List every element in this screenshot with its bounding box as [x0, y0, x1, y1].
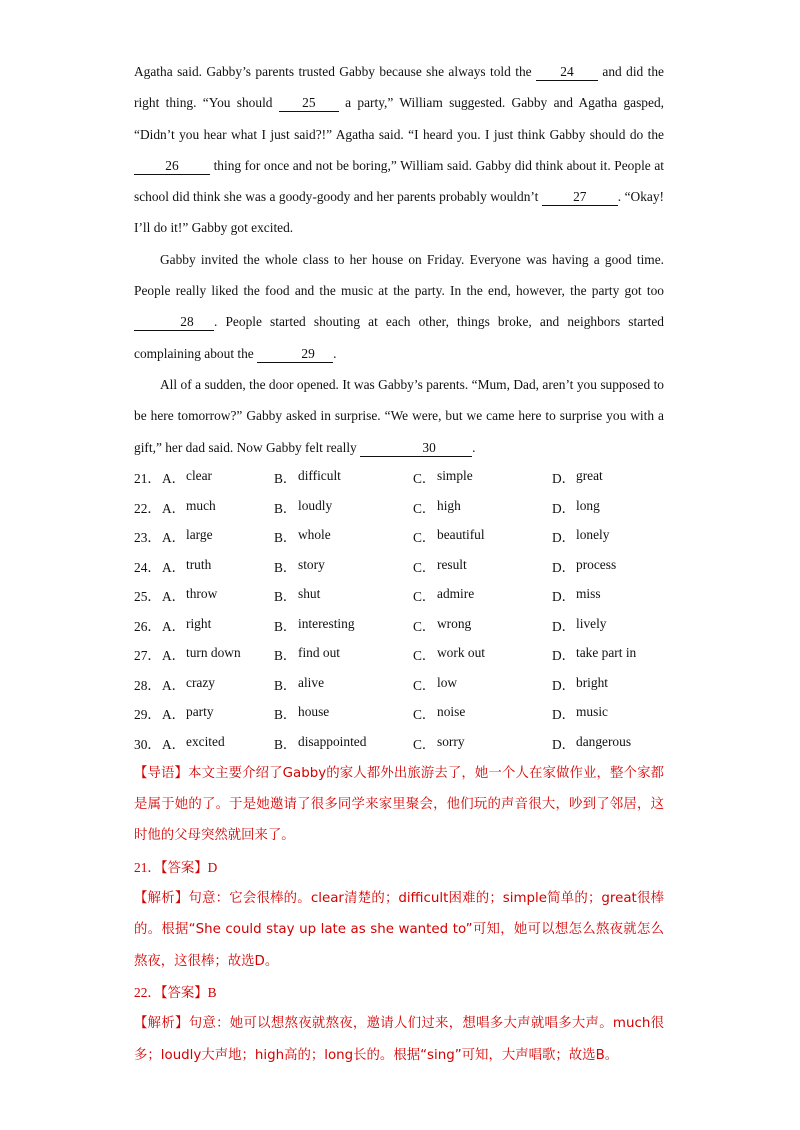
- option-b: [274, 557, 413, 576]
- option-letter: A．: [162, 618, 186, 634]
- blank-30: 30: [360, 440, 472, 457]
- option-letter: A．: [162, 677, 186, 693]
- option-letter: B．: [274, 559, 297, 575]
- option-c: [413, 527, 552, 546]
- passage-text: Agatha said. Gabby’s parents trusted Gabby because she always told the: [134, 64, 532, 79]
- option-text: crazy: [186, 674, 215, 690]
- option-b: [274, 704, 413, 723]
- option-text: whole: [298, 527, 331, 543]
- option-letter: A．: [162, 736, 186, 752]
- option-row: [134, 492, 664, 522]
- option-text: noise: [437, 704, 466, 720]
- option-row: [134, 551, 664, 581]
- option-a: [162, 498, 274, 517]
- option-letter: D．: [552, 589, 576, 605]
- option-text: right: [186, 615, 212, 631]
- option-letter: C．: [413, 707, 436, 723]
- guide-text: 【导语】本文主要介绍了Gabby的家人都外出旅游去了，她一个人在家做作业，整个家都是属于她的了。于是她邀请了很多同学来家里聚会，他们玩的声音很大，吵到了邻居，这时他的父母突然就回来了。: [134, 765, 664, 844]
- option-d: [552, 675, 662, 694]
- option-letter: D．: [552, 500, 576, 516]
- question-number: 26．: [134, 618, 161, 634]
- passage-text: thing for once and not be boring,” William said. Gabby did think about it. People at school did think she was a goody-goody and her parents probably wouldn’t: [134, 157, 664, 205]
- option-text: shut: [298, 586, 321, 602]
- option-text: alive: [298, 674, 325, 690]
- option-c: [413, 498, 552, 517]
- option-text: miss: [576, 586, 601, 602]
- answer-21: 21．【答案】D: [134, 859, 218, 875]
- option-text: great: [576, 468, 603, 484]
- option-letter: D．: [552, 707, 576, 723]
- option-text: find out: [298, 645, 341, 661]
- question-number: 29．: [134, 707, 161, 723]
- option-row: [134, 640, 664, 670]
- option-letter: B．: [274, 471, 297, 487]
- option-row: [134, 463, 664, 493]
- blank-26: 26: [134, 158, 210, 175]
- option-a: [162, 734, 274, 753]
- option-c: [413, 675, 552, 694]
- option-c: [413, 734, 552, 753]
- option-letter: C．: [413, 648, 436, 664]
- option-letter: B．: [274, 648, 297, 664]
- option-c: [413, 616, 552, 635]
- option-text: much: [186, 497, 216, 513]
- option-text: house: [298, 704, 330, 720]
- question-number: 27．: [134, 648, 161, 664]
- passage-text: . People started shouting at each other, things broke, and neighbors started complaining about the: [134, 314, 664, 361]
- option-letter: C．: [413, 618, 436, 634]
- option-b: [274, 527, 413, 546]
- option-text: disappointed: [298, 733, 367, 749]
- option-text: take part in: [576, 645, 637, 661]
- option-text: large: [186, 527, 213, 543]
- option-d: [552, 734, 662, 753]
- option-letter: A．: [162, 471, 186, 487]
- option-letter: D．: [552, 618, 576, 634]
- option-text: long: [576, 497, 600, 513]
- option-row: [134, 699, 664, 729]
- passage-text: All of a sudden, the door opened. It was Gabby’s parents. “Mum, Dad, aren’t you supposed to be here tomorrow?” Gabby asked in surprise. “We were, but we came here to surprise you with a gift,” her dad said. Now Gabby felt really: [134, 376, 664, 455]
- option-letter: A．: [162, 707, 186, 723]
- option-d: [552, 704, 662, 723]
- option-letter: B．: [274, 530, 297, 546]
- option-text: lively: [576, 615, 607, 631]
- passage-paragraph-1: [134, 56, 664, 244]
- option-letter: C．: [413, 471, 436, 487]
- question-number: 24．: [134, 559, 161, 575]
- option-letter: B．: [274, 589, 297, 605]
- option-a: [162, 468, 274, 487]
- option-letter: D．: [552, 736, 576, 752]
- question-number: 28．: [134, 677, 161, 693]
- option-letter: C．: [413, 530, 436, 546]
- option-text: interesting: [298, 615, 355, 631]
- option-a: [162, 675, 274, 694]
- option-letter: B．: [274, 618, 297, 634]
- answer-22: 22．【答案】B: [134, 984, 217, 1000]
- option-text: lonely: [576, 527, 610, 543]
- option-d: [552, 616, 662, 635]
- passage-text: .: [333, 345, 337, 361]
- option-text: wrong: [437, 615, 472, 631]
- option-letter: B．: [274, 677, 297, 693]
- passage-text: . “Okay! I’ll do it!” Gabby got excited.: [134, 189, 664, 236]
- option-a: [162, 616, 274, 635]
- option-letter: D．: [552, 559, 576, 575]
- option-letter: D．: [552, 677, 576, 693]
- option-text: excited: [186, 733, 225, 749]
- option-letter: D．: [552, 471, 576, 487]
- option-a: [162, 704, 274, 723]
- passage-paragraph-2: [134, 244, 664, 369]
- option-text: dangerous: [576, 733, 632, 749]
- option-text: simple: [437, 468, 473, 484]
- blank-24: 24: [536, 64, 598, 81]
- passage-paragraph-3: [134, 369, 664, 463]
- analysis-22: 【解析】句意：她可以想熬夜就熬夜，邀请人们过来，想唱多大声就唱多大声。much很多；loudly大声地；high高的；long长的。根据“sing”可知，大声唱歌；故选B。: [134, 1016, 664, 1063]
- option-text: difficult: [298, 468, 341, 484]
- option-a: [162, 586, 274, 605]
- option-text: truth: [186, 556, 212, 572]
- document-page: [134, 56, 664, 1071]
- option-d: [552, 645, 662, 664]
- option-row: [134, 728, 664, 758]
- option-d: [552, 527, 662, 546]
- option-letter: C．: [413, 589, 436, 605]
- option-letter: C．: [413, 559, 436, 575]
- option-letter: A．: [162, 648, 186, 664]
- option-letter: A．: [162, 500, 186, 516]
- option-d: [552, 468, 662, 487]
- option-a: [162, 645, 274, 664]
- option-b: [274, 586, 413, 605]
- option-text: result: [437, 556, 467, 572]
- option-b: [274, 675, 413, 694]
- option-b: [274, 498, 413, 517]
- blank-28: 28: [134, 314, 214, 331]
- options-list: [134, 463, 664, 758]
- option-a: [162, 557, 274, 576]
- question-number: 22．: [134, 500, 161, 516]
- option-b: [274, 734, 413, 753]
- option-c: [413, 557, 552, 576]
- option-text: sorry: [437, 733, 465, 749]
- passage-text: .: [472, 439, 476, 455]
- question-number: 30．: [134, 736, 161, 752]
- passage-text: and did the right thing. “You should: [134, 64, 665, 111]
- option-text: low: [437, 674, 458, 690]
- question-number: 23．: [134, 530, 161, 546]
- question-number: 21．: [134, 471, 161, 487]
- passage-text: a party,” William suggested. Gabby and Agatha gasped, “Didn’t you hear what I just said?!” Agatha said. “I heard you. I just think Gabby should do the: [134, 95, 664, 142]
- option-text: work out: [437, 645, 485, 661]
- option-letter: C．: [413, 736, 436, 752]
- option-letter: D．: [552, 530, 576, 546]
- option-letter: C．: [413, 500, 436, 516]
- option-text: turn down: [186, 645, 241, 661]
- option-c: [413, 468, 552, 487]
- option-b: [274, 468, 413, 487]
- option-text: story: [298, 556, 325, 572]
- analysis-21: 【解析】句意：它会很棒的。clear清楚的；difficult困难的；simple简单的；great很棒的。根据“She could stay up late as she wanted to”可知，她可以想怎么熬夜就怎么熬夜，这很棒；故选D。: [134, 891, 664, 969]
- option-text: throw: [186, 586, 218, 602]
- blank-25: 25: [279, 95, 339, 112]
- blank-27: 27: [542, 189, 618, 206]
- option-letter: A．: [162, 559, 186, 575]
- option-text: beautiful: [437, 527, 485, 543]
- option-text: music: [576, 704, 608, 720]
- option-letter: A．: [162, 530, 186, 546]
- passage-text: Gabby invited the whole class to her house on Friday. Everyone was having a good time. People really liked the food and the music at the party. In the end, however, the party got too: [134, 251, 664, 299]
- option-a: [162, 527, 274, 546]
- option-letter: C．: [413, 677, 436, 693]
- option-letter: A．: [162, 589, 186, 605]
- option-text: loudly: [298, 497, 333, 513]
- option-c: [413, 704, 552, 723]
- option-letter: B．: [274, 707, 297, 723]
- option-c: [413, 645, 552, 664]
- option-letter: D．: [552, 648, 576, 664]
- option-row: [134, 522, 664, 552]
- option-text: process: [576, 556, 617, 572]
- option-row: [134, 669, 664, 699]
- option-row: [134, 581, 664, 611]
- option-text: clear: [186, 468, 213, 484]
- option-b: [274, 645, 413, 664]
- option-text: party: [186, 704, 214, 720]
- option-text: bright: [576, 674, 608, 690]
- option-row: [134, 610, 664, 640]
- option-letter: B．: [274, 736, 297, 752]
- option-d: [552, 557, 662, 576]
- option-d: [552, 498, 662, 517]
- option-text: high: [437, 497, 461, 513]
- option-b: [274, 616, 413, 635]
- option-text: admire: [437, 586, 475, 602]
- question-number: 25．: [134, 589, 161, 605]
- option-c: [413, 586, 552, 605]
- option-d: [552, 586, 662, 605]
- option-letter: B．: [274, 500, 297, 516]
- blank-29: 29: [257, 346, 333, 363]
